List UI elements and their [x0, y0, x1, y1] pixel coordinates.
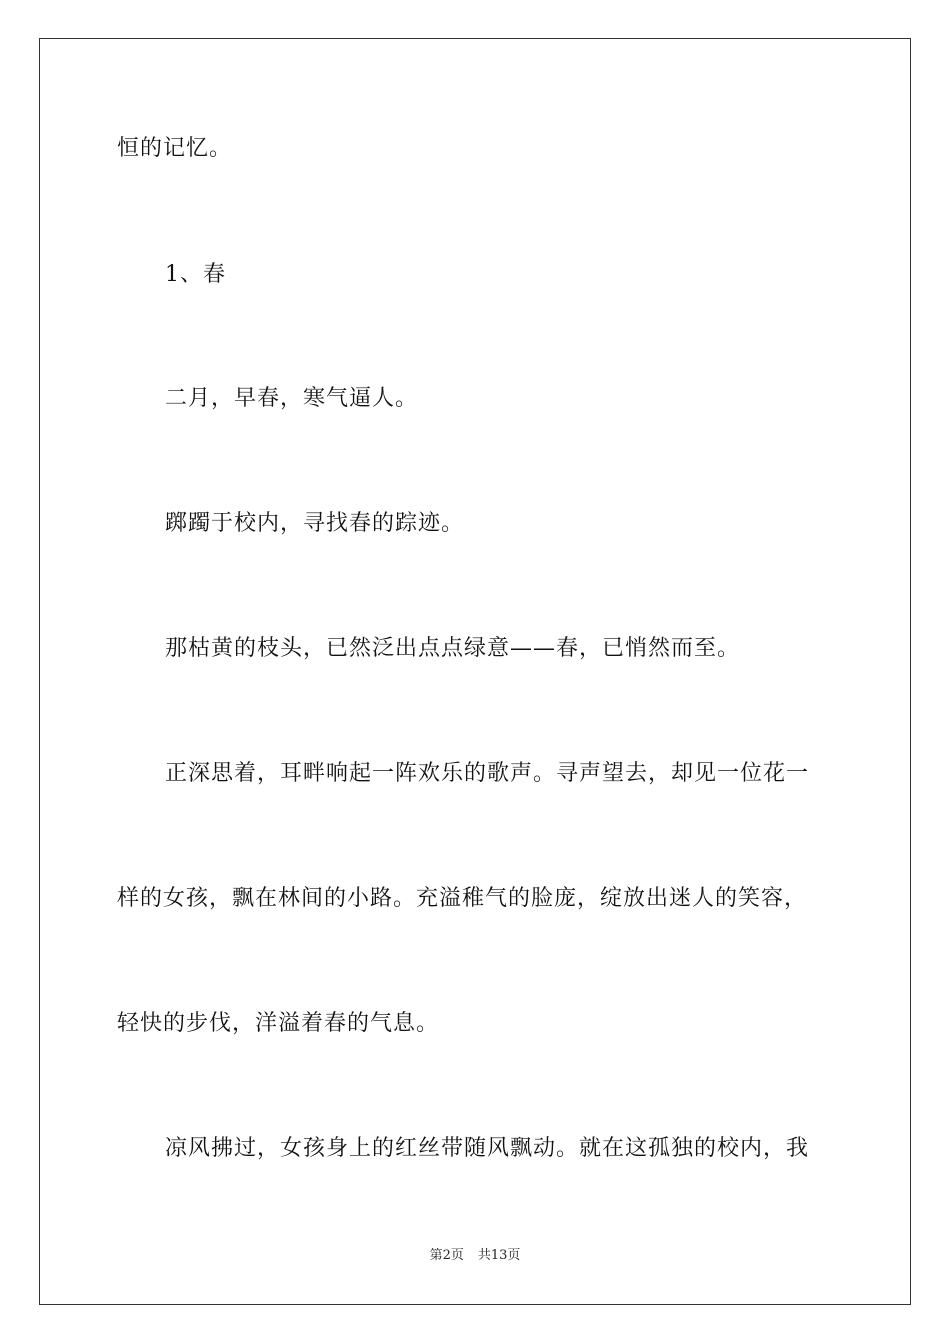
text-line-8: 轻快的步伐，洋溢着春的气息。	[117, 1011, 440, 1036]
text-line-1: 恒的记忆。	[117, 136, 233, 161]
page-number: 第2页	[429, 1248, 464, 1263]
text-line-4: 踯躅于校内，寻找春的踪迹。	[165, 511, 465, 536]
text-line-7: 样的女孩，飘在林间的小路。充溢稚气的脸庞，绽放出迷人的笑容，	[117, 886, 808, 911]
text-line-5: 那枯黄的枝头，已然泛出点点绿意——春，已悄然而至。	[165, 636, 741, 661]
page-frame	[39, 38, 911, 1305]
section-heading: 1、春	[165, 262, 226, 287]
text-line-9: 凉风拂过，女孩身上的红丝带随风飘动。就在这孤独的校内，我	[165, 1136, 810, 1161]
page-total: 共13页	[477, 1248, 521, 1263]
text-line-3: 二月，早春，寒气逼人。	[165, 386, 419, 411]
text-line-6: 正深思着，耳畔响起一阵欢乐的歌声。寻声望去，却见一位花一	[165, 761, 810, 786]
page-footer	[0, 1247, 950, 1265]
